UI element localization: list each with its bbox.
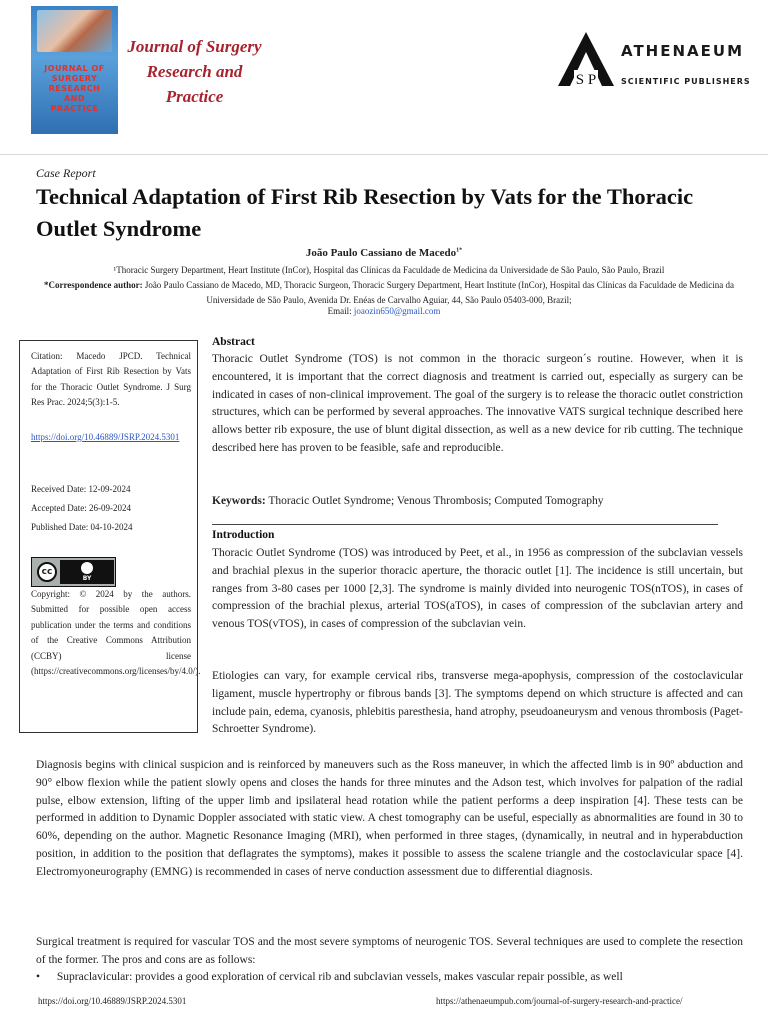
email-link[interactable]: joaozin650@gmail.com (353, 306, 441, 316)
cc-icon: cc (37, 562, 57, 582)
cc-by-license-icon (31, 557, 116, 587)
email-label: Email: (327, 306, 352, 316)
accepted-date: Accepted Date: 26-09-2024 (31, 503, 131, 513)
publisher-subtitle: SCIENTIFIC PUBLISHERS (621, 77, 751, 86)
abstract-text: Thoracic Outlet Syndrome (TOS) is not common in the thoracic surgeon´s routine. However, when it is encountered, it is important that the correct diagnosis and treatment is carried out, especially as surgery can be indicated in cases of non-clinical improvement. The goal of the surgery is to release the thoracic outlet constriction structures, which can be performed by several approaches. The innovative VATS surgical technique described here allows better rib exposure, the use of blunt digital dissection, as well as a new device for rib cutting. The technique described here has proven to be feasible, safe and reproducible. (212, 353, 743, 454)
introduction-heading: Introduction (212, 529, 275, 541)
cover-line: PRACTICE (50, 104, 99, 113)
keywords-text: Thoracic Outlet Syndrome; Venous Thrombosis; Computed Tomography (268, 495, 604, 507)
cover-text (31, 64, 118, 114)
cover-line: SURGERY (51, 74, 98, 83)
list-item (36, 969, 743, 987)
intro-paragraph-3: Diagnosis begins with clinical suspicion and is reinforced by maneuvers such as the Ross maneuver, in which the affected limb is in 90º abduction and 90° elbow flexion while the patient slowly opens and closes the hands for three minutes and the Adson test, which involves for palpation of the radial pulse, elbow extension, lifting of the upper limb and ipsilateral head rotation while the patient performs a deep inspiration [4]. These tests can be performed in addition to Dynamic Doppler associated with static view. A chest tomography can be useful, especially as abnormalities are found in 30 to 60%, depending on the author. Magnetic Resonance Imaging (MRI), when performed in three stages, (dynamically, in neutral and in hyperabduction position, in addition to the position that deflagrates the symptoms), makes it possible to assess the scalene triangle and the costoclavicular space [4]. Electromyoneurography (EMNG) is recommended in cases of nerve conduction assessment due to differential diagnosis. (36, 759, 743, 878)
footer-doi: https://doi.org/10.46889/JSRP.2024.5301 (38, 996, 187, 1006)
person-icon (81, 562, 93, 574)
correspondence-label: *Correspondence author: (43, 280, 143, 290)
intro-paragraph-2: Etiologies can vary, for example cervical ribs, transverse mega-apophysis, compression of the costoclavicular ligament, muscle hypertrophy or fibrous bands [3]. The symptoms depend on which structure is affected and can include pain, edema, cyanosis, phlebitis paresthesia, hand atrophy, pseudoaneurysm and venous thrombosis (Paget-Schroetter Syndrome). (212, 670, 743, 736)
athenaeum-logo-icon (556, 30, 616, 88)
cover-line: AND (63, 94, 86, 103)
citation-text: Citation: Macedo JPCD. Technical Adaptation of First Rib Resection by Vats for the Thoracic Outlet Syndrome. J Surg Res Prac. 2024;5(3):1-5. (31, 351, 191, 408)
article-title: Technical Adaptation of First Rib Resection by Vats for the Thoracic Outlet Syndrome (36, 184, 694, 241)
header-divider (0, 154, 768, 155)
citation-sidebar (19, 340, 201, 733)
article-type: Case Report (36, 166, 96, 180)
doi-block (31, 430, 191, 445)
doi-link[interactable]: https://doi.org/10.46889/JSRP.2024.5301 (31, 432, 180, 442)
affiliation-text: ¹Thoracic Surgery Department, Heart Institute (InCor), Hospital das Clínicas da Faculdade de Medicina da Universidade de São Paulo, São Paulo, Brazil (113, 265, 665, 275)
received-date: Received Date: 12-09-2024 (31, 484, 131, 494)
cover-line: RESEARCH (48, 84, 101, 93)
copyright-text: Copyright: © 2024 by the authors. Submitted for possible open access publication under the terms and conditions of the Creative Commons Attribution (CCBY) license (https://creativecommons.org/licenses/by/4.0/). (31, 589, 201, 677)
affiliations (34, 263, 744, 308)
correspondence-details: João Paulo Cassiano de Macedo, MD, Thoracic Surgeon, Thoracic Surgery Department, Heart Institute (InCor), Hospital das Clínicas da Faculdade de Medicina da Universidade de São Paulo, Avenida Dr. Enéas de Carvalho Aguiar, 44, São Paulo 05403-000, Brazil; (144, 280, 734, 305)
keywords (212, 493, 743, 511)
abstract-heading: Abstract (212, 336, 255, 348)
bullet-text: Supraclavicular: provides a good exploration of cervical rib and subclavian vessels, makes vascular repair possible, as well (56, 971, 623, 983)
by-label: BY (82, 575, 92, 582)
author-line (0, 247, 768, 259)
bullet-mark: • (36, 971, 41, 983)
journal-title-line: Practice (165, 87, 224, 106)
cover-line: JOURNAL OF (44, 64, 105, 73)
keywords-label: Keywords: (212, 495, 266, 507)
journal-title (122, 34, 267, 109)
by-icon (60, 560, 114, 584)
footer-url: https://athenaeumpub.com/journal-of-surgery-research-and-practice/ (436, 996, 683, 1006)
author-name: João Paulo Cassiano de Macedo (305, 247, 457, 259)
journal-cover-image (31, 6, 118, 134)
cover-photo (37, 10, 112, 52)
publisher-name: ATHENAEUM (621, 42, 744, 60)
intro-paragraph-4: Surgical treatment is required for vascular TOS and the most severe symptoms of neurogenic TOS. Several techniques are used to complete the resection of the former. The pros and cons are as follows: (36, 936, 743, 966)
journal-title-line: Journal of Surgery (127, 37, 262, 56)
published-date: Published Date: 04-10-2024 (31, 522, 133, 532)
journal-title-line: Research and (146, 62, 243, 81)
correspondence-text (34, 278, 744, 308)
author-superscript: 1* (456, 247, 463, 254)
email-line (0, 306, 768, 316)
intro-paragraph-1: Thoracic Outlet Syndrome (TOS) was introduced by Peet, et al., in 1956 as compression of the subclavian vessels and brachial plexus in the superior thoracic aperture, the thoracic outlet [1]. The incidence is still uncertain, but ranges from 3-80 cases per 1000 [2,3]. The syndrome is mainly divided into neurogenic TOS(nTOS), in cases of compression of the brachial plexus, arterial TOS(aTOS), in cases of compression of the subclavian artery and venous TOS(vTOS), in cases of compression of the subclavian vein. (212, 547, 743, 631)
keywords-divider (212, 524, 718, 525)
logo-letters: S P (575, 72, 597, 88)
